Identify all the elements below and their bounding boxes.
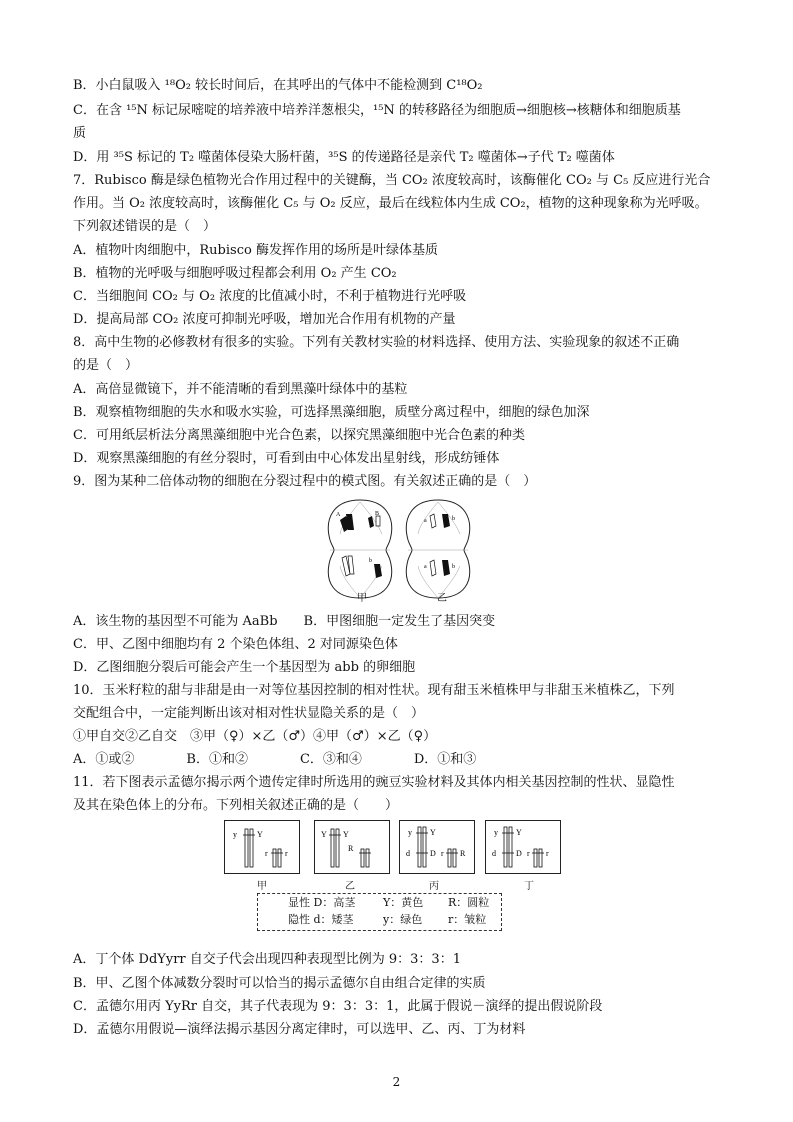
cell-jia — [328, 500, 391, 598]
svg-text:R: R — [348, 844, 354, 853]
svg-text:b: b — [452, 516, 455, 522]
legend-dominant-d: 显性 D：高茎 — [288, 896, 356, 909]
legend-recessive-y: y：绿色 — [383, 913, 423, 926]
svg-text:Y: Y — [321, 830, 327, 839]
panel-ding — [485, 820, 561, 874]
page-number: 2 — [392, 1075, 401, 1089]
q10-combos: ①甲自交②乙自交 ③甲（♀）×乙（♂）④甲（♂）×乙（♀） — [73, 729, 437, 744]
panel-label-bing: 丙 — [429, 881, 439, 892]
q11-stem-2: 及其在染色体上的分布。下列相关叙述正确的是（ ） — [73, 798, 399, 813]
q11-option-a: A．丁个体 DdYyrr 自交子代会出现四种表现型比例为 9：3：3：1 — [73, 952, 461, 967]
q11-stem-1: 11．若下图表示孟德尔揭示两个遗传定律时所选用的豌豆实验材料及其体内相关基因控制的性状、显隐性 — [73, 775, 675, 790]
q11-option-d: D．孟德尔用假说—演绎法揭示基因分离定律时，可以选甲、乙、丙、丁为材料 — [73, 1022, 526, 1037]
q10-stem-2: 交配组合中，一定能判断出该对相对性状显隐关系的是（ ） — [73, 706, 425, 721]
legend-recessive-r: r：皱粒 — [448, 913, 487, 926]
q11-option-b: B．甲、乙图个体减数分裂时可以恰当的揭示孟德尔自由组合定律的实质 — [73, 976, 486, 991]
q8-option-d: D．观察黑藻细胞的有丝分裂时，可看到由中心体发出星射线，形成纺锤体 — [73, 451, 500, 466]
svg-text:D: D — [516, 849, 522, 858]
svg-text:r: r — [441, 849, 444, 858]
svg-text:a: a — [424, 564, 427, 570]
figure-label-yi: 乙 — [437, 593, 447, 604]
svg-text:Y: Y — [343, 830, 349, 839]
svg-text:a: a — [424, 518, 427, 524]
q7-option-b: B．植物的光呼吸与细胞呼吸过程都会利用 O₂ 产生 CO₂ — [73, 266, 397, 281]
panel-yi — [314, 820, 390, 874]
q10-stem-1: 10．玉米籽粒的甜与非甜是由一对等位基因控制的相对性状。现有甜玉米植株甲与非甜玉米植株乙，下列 — [73, 683, 675, 698]
legend-dominant-r: R：圆粒 — [448, 896, 490, 909]
cell-yi — [406, 500, 469, 598]
q9-option-d: D．乙图细胞分裂后可能会产生一个基因型为 abb 的卵细胞 — [73, 660, 416, 675]
panel-bing — [399, 820, 475, 874]
panel-label-ding: 丁 — [524, 881, 534, 892]
figure-label-jia: 甲 — [357, 593, 367, 604]
q8-stem-1: 8．高中生物的必修教材有很多的实验。下列有关教材实验的材料选择、使用方法、实验现象的叙述不正确 — [73, 335, 680, 350]
q9-option-c: C．甲、乙图中细胞均有 2 个染色体组、2 对同源染色体 — [73, 637, 398, 652]
q9-options-ab: A．该生物的基因型不可能为 AaBb B．甲图细胞一定发生了基因突变 — [73, 614, 496, 629]
svg-text:y: y — [494, 828, 498, 837]
legend-recessive-d: 隐性 d：矮茎 — [288, 913, 354, 926]
svg-text:r: r — [265, 849, 268, 858]
svg-text:Y: Y — [257, 830, 263, 839]
svg-text:b: b — [452, 564, 455, 570]
svg-text:B: B — [375, 511, 380, 517]
panel-jia — [224, 820, 300, 874]
q6-option-d: D．用 ³⁵S 标记的 T₂ 噬菌体侵染大肠杆菌，³⁵S 的传递路径是亲代 T₂ 噬菌体→子代 T₂ 噬菌体 — [73, 150, 615, 165]
svg-text:r: r — [285, 849, 288, 858]
legend-dominant-y: Y：黄色 — [383, 896, 424, 909]
svg-text:d: d — [406, 849, 410, 858]
q7-option-d: D．提高局部 CO₂ 浓度可抑制光呼吸，增加光合作用有机物的产量 — [73, 312, 456, 327]
q7-stem-2: 作用。当 O₂ 浓度较高时，该酶催化 C₅ 与 O₂ 反应，最后在线粒体内生成 CO₂，植物的这种现象称为光呼吸。 — [73, 196, 708, 211]
trait-legend — [257, 893, 502, 931]
q11-option-c: C．孟德尔用丙 YyRr 自交，其子代表现为 9：3：3：1，此属于假说－演绎的提出假说阶段 — [73, 999, 603, 1014]
q6-option-c-cont: 质 — [73, 126, 87, 141]
q7-stem-3: 下列叙述错误的是（ ） — [73, 219, 217, 234]
cell-division-figure — [320, 494, 480, 606]
svg-text:Y: Y — [430, 828, 436, 837]
q7-stem-1: 7．Rubisco 酶是绿色植物光合作用过程中的关键酶，当 CO₂ 浓度较高时，该酶催化 CO₂ 与 C₅ 反应进行光合 — [73, 173, 711, 188]
q9-stem: 9．图为某种二倍体动物的细胞在分裂过程中的模式图。有关叙述正确的是（ ） — [73, 474, 537, 489]
panel-label-jia: 甲 — [257, 881, 267, 892]
svg-text:y: y — [408, 828, 412, 837]
svg-text:d: d — [492, 849, 496, 858]
panel-label-yi: 乙 — [345, 881, 355, 892]
q8-option-a: A．高倍显微镜下，并不能清晰的看到黑藻叶绿体中的基粒 — [73, 382, 408, 397]
q8-stem-2: 的是（ ） — [73, 358, 139, 373]
svg-text:r: r — [527, 849, 530, 858]
svg-text:r: r — [546, 849, 549, 858]
svg-text:Y: Y — [516, 828, 522, 837]
svg-text:R: R — [460, 849, 466, 858]
svg-text:D: D — [430, 849, 436, 858]
q7-option-a: A．植物叶肉细胞中，Rubisco 酶发挥作用的场所是叶绿体基质 — [73, 243, 438, 258]
q6-option-b: B．小白鼠吸入 ¹⁸O₂ 较长时间后，在其呼出的气体中不能检测到 C¹⁸O₂ — [73, 78, 483, 93]
svg-text:y: y — [233, 830, 237, 839]
q10-options: A．①或② B．①和② C．③和④ D．①和③ — [73, 752, 477, 767]
svg-text:b: b — [369, 558, 372, 564]
q8-option-c: C．可用纸层析法分离黑藻细胞中光合色素，以探究黑藻细胞中光合色素的种类 — [73, 428, 525, 443]
q7-option-c: C．当细胞间 CO₂ 与 O₂ 浓度的比值减小时，不利于植物进行光呼吸 — [73, 289, 467, 304]
q8-option-b: B．观察植物细胞的失水和吸水实验，可选择黑藻细胞，质壁分离过程中，细胞的绿色加深 — [73, 405, 590, 420]
q6-option-c: C．在含 ¹⁵N 标记尿嘧啶的培养液中培养洋葱根尖，¹⁵N 的转移路径为细胞质→细胞核→核糖体和细胞质基 — [73, 103, 681, 118]
svg-text:A: A — [336, 512, 341, 518]
